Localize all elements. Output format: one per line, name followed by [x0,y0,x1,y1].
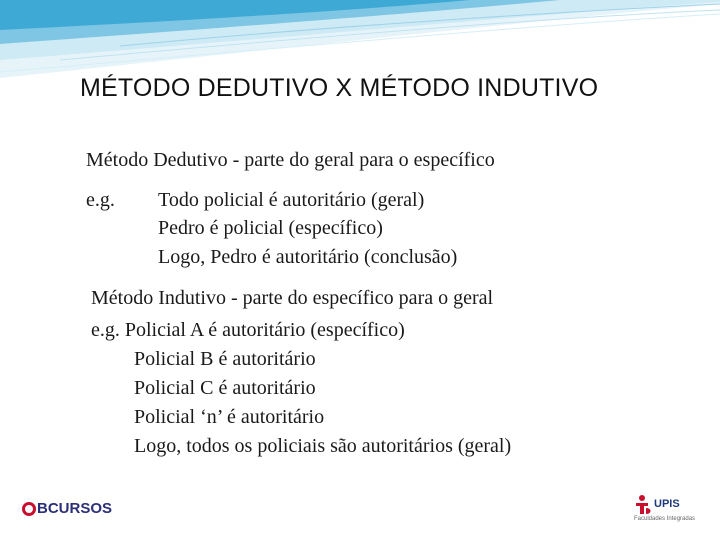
obcursos-logo [22,500,112,517]
inductive-line: Logo, todos os policiais são autoritários (geral) [134,435,512,457]
inductive-line: Policial ‘n’ é autoritário [134,406,325,428]
deductive-eg-label: e.g. [86,189,115,211]
slide-title: MÉTODO DEDUTIVO X MÉTODO INDUTIVO [80,74,599,102]
deductive-line: Logo, Pedro é autoritário (conclusão) [158,246,458,268]
deductive-line: Todo policial é autoritário (geral) [158,189,425,211]
obcursos-logo-text: BCURSOS [37,500,113,517]
upis-logo-text: UPIS [654,498,680,510]
deductive-line: Pedro é policial (específico) [158,217,383,239]
inductive-line: Policial B é autoritário [134,348,316,370]
deductive-heading: Método Dedutivo - parte do geral para o específico [86,149,495,171]
logo-ring-icon [22,502,36,516]
upis-logo [632,492,702,528]
upis-logo-subtext: Faculdades Integradas [634,516,696,522]
inductive-heading: Método Indutivo - parte do específico para o geral [91,287,494,309]
inductive-line: Policial C é autoritário [134,377,316,399]
upis-mark-icon [634,494,654,516]
inductive-first-line: e.g. Policial A é autoritário (específico) [91,319,405,341]
